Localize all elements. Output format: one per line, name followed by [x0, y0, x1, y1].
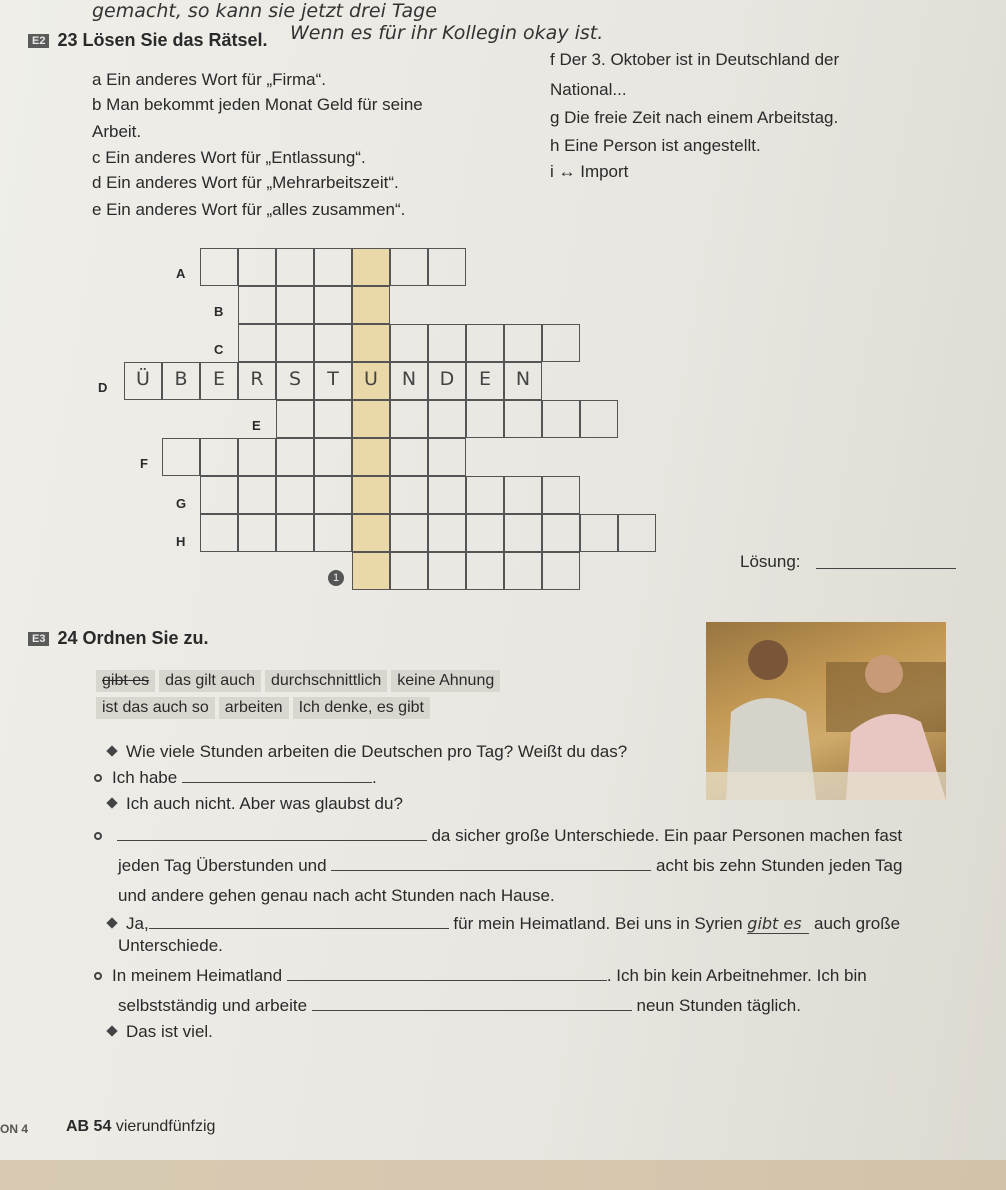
loesung-answer-line[interactable]	[816, 568, 956, 569]
handwritten-note-line2: Wenn es für ihr Kollegin okay ist.	[290, 22, 604, 44]
crossword-cell[interactable]	[466, 476, 504, 514]
crossword-cell[interactable]	[276, 438, 314, 476]
crossword-cell[interactable]	[238, 514, 276, 552]
crossword-cell[interactable]	[428, 248, 466, 286]
crossword-cell[interactable]	[428, 324, 466, 362]
crossword-cell[interactable]	[314, 476, 352, 514]
crossword-cell[interactable]	[466, 552, 504, 590]
dialogue-line-8: Unterschiede.	[118, 936, 223, 955]
crossword-cell[interactable]	[352, 438, 390, 476]
clue-f: f Der 3. Oktober ist in Deutschland der	[550, 50, 840, 69]
speaker-b-marker	[94, 972, 102, 980]
word-das-gilt-auch: das gilt auch	[159, 670, 261, 692]
crossword-cell[interactable]	[238, 248, 276, 286]
crossword-cell[interactable]	[390, 438, 428, 476]
speaker-b-marker	[94, 774, 102, 782]
crossword-cell[interactable]	[390, 324, 428, 362]
clue-h: h Eine Person ist angestellt.	[550, 136, 761, 155]
crossword-cell[interactable]	[352, 400, 390, 438]
crossword-cell[interactable]	[238, 286, 276, 324]
dialogue-line-1: Wie viele Stunden arbeiten die Deutschen pro Tag? Weißt du das?	[108, 742, 627, 762]
crossword-cell[interactable]	[238, 438, 276, 476]
clue-i: i ↔ Import	[550, 162, 629, 181]
crossword-cell[interactable]	[162, 438, 200, 476]
word-box-row-1	[96, 670, 504, 692]
crossword-cell[interactable]	[428, 476, 466, 514]
crossword-cell[interactable]	[542, 476, 580, 514]
crossword-cell[interactable]	[390, 552, 428, 590]
gap-7[interactable]	[312, 1010, 632, 1011]
word-ist-das-auch-so: ist das auch so	[96, 697, 215, 719]
word-ich-denke: Ich denke, es gibt	[293, 697, 430, 719]
clue-b: b Man bekommt jeden Monat Geld für seine	[92, 95, 423, 114]
word-gibt-es: gibt es	[96, 670, 155, 692]
clue-e: e Ein anderes Wort für „alles zusammen“.	[92, 200, 406, 219]
clue-b-cont: Arbeit.	[92, 122, 142, 141]
speaker-a-marker	[106, 917, 117, 928]
crossword-cell[interactable]	[504, 324, 542, 362]
loesung-label: Lösung:	[740, 552, 801, 571]
crossword-cell[interactable]	[428, 438, 466, 476]
clue-d: d Ein anderes Wort für „Mehrarbeitszeit“.	[92, 173, 399, 192]
exercise-23-badge: E2	[28, 34, 49, 48]
gap-4[interactable]	[149, 928, 449, 929]
row-label-a: A	[176, 266, 186, 281]
crossword-letter: N	[515, 368, 531, 390]
crossword-cell[interactable]	[618, 514, 656, 552]
row-label-g: G	[176, 496, 187, 511]
crossword-cell[interactable]	[542, 324, 580, 362]
crossword-cell[interactable]	[276, 400, 314, 438]
crossword-cell[interactable]	[352, 514, 390, 552]
gap-2[interactable]	[117, 840, 427, 841]
crossword-cell[interactable]	[314, 324, 352, 362]
crossword-cell[interactable]	[390, 248, 428, 286]
clue-f-cont: National...	[550, 80, 627, 99]
photo-illustration	[706, 622, 946, 800]
crossword-letter: Ü	[136, 368, 150, 390]
crossword-cell[interactable]	[390, 476, 428, 514]
word-keine-ahnung: keine Ahnung	[391, 670, 500, 692]
crossword-cell[interactable]	[580, 400, 618, 438]
crossword-cell[interactable]	[580, 514, 618, 552]
dialogue-line-2: Ich habe .	[94, 768, 377, 788]
crossword-cell[interactable]	[276, 476, 314, 514]
crossword-cell[interactable]	[200, 438, 238, 476]
crossword-letter: E	[212, 368, 225, 390]
clue-g: g Die freie Zeit nach einem Arbeitstag.	[550, 108, 839, 127]
dialogue-line-4: da sicher große Unterschiede. Ein paar Personen machen fast	[94, 826, 902, 846]
crossword-cell[interactable]	[200, 514, 238, 552]
crossword-cell[interactable]	[542, 400, 580, 438]
crossword-cell[interactable]	[200, 476, 238, 514]
crossword-cell[interactable]	[542, 552, 580, 590]
crossword-cell[interactable]	[352, 324, 390, 362]
crossword-cell[interactable]	[276, 248, 314, 286]
crossword-cell[interactable]	[352, 248, 390, 286]
crossword-cell[interactable]	[314, 400, 352, 438]
clue-a: a Ein anderes Wort für „Firma“.	[92, 70, 326, 89]
crossword-letter: E	[478, 368, 491, 390]
crossword-cell[interactable]	[276, 324, 314, 362]
crossword-cell[interactable]	[466, 400, 504, 438]
crossword-cell[interactable]	[466, 514, 504, 552]
crossword-cell[interactable]	[276, 286, 314, 324]
photo-two-men-talking	[706, 622, 946, 800]
dialogue-line-7: Ja, für mein Heimatland. Bei uns in Syrien gibt es auch große	[108, 914, 900, 934]
exercise-24-heading	[28, 628, 209, 649]
desk-edge	[0, 1160, 1006, 1190]
crossword-letter: S	[288, 368, 302, 390]
word-arbeiten: arbeiten	[219, 697, 289, 719]
crossword-cell[interactable]	[428, 514, 466, 552]
row-label-e: E	[252, 418, 261, 433]
gap-5-filled[interactable]: gibt es	[747, 914, 809, 934]
crossword-cell[interactable]	[504, 514, 542, 552]
crossword-letter: R	[250, 368, 264, 390]
row-label-h: H	[176, 534, 186, 549]
clue-c: c Ein anderes Wort für „Entlassung“.	[92, 148, 366, 167]
crossword-cell[interactable]	[542, 514, 580, 552]
crossword-cell[interactable]	[314, 514, 352, 552]
crossword-cell[interactable]	[504, 552, 542, 590]
exercise-24-badge: E3	[28, 632, 49, 646]
crossword-cell[interactable]	[466, 324, 504, 362]
crossword-cell[interactable]	[276, 514, 314, 552]
footer-left: ON 4	[0, 1122, 29, 1136]
solution-circle: 1	[328, 570, 344, 586]
crossword-cell[interactable]	[352, 286, 390, 324]
crossword-letter: U	[364, 368, 378, 390]
gap-3[interactable]	[331, 870, 651, 871]
speaker-a-marker	[106, 1025, 117, 1036]
crossword-letter: T	[327, 368, 339, 390]
gap-1[interactable]	[182, 782, 372, 783]
speaker-a-marker	[106, 797, 117, 808]
word-box-row-2	[96, 697, 434, 719]
exercise-24-title: 24 Ordnen Sie zu.	[57, 628, 209, 648]
crossword-cell[interactable]	[428, 400, 466, 438]
speaker-b-marker	[94, 832, 102, 840]
crossword-cell[interactable]	[390, 400, 428, 438]
word-durchschnittlich: durchschnittlich	[265, 670, 387, 692]
crossword-cell[interactable]	[390, 514, 428, 552]
footer-page: AB 54 vierundfünfzig	[66, 1118, 216, 1135]
crossword-cell[interactable]	[238, 476, 276, 514]
row-label-c: C	[214, 342, 224, 357]
exercise-23-title: 23 Lösen Sie das Rätsel.	[57, 30, 268, 50]
gap-6[interactable]	[287, 980, 607, 981]
crossword-cell[interactable]	[352, 552, 390, 590]
row-label-b: B	[214, 304, 224, 319]
dialogue-line-5: jeden Tag Überstunden und acht bis zehn Stunden jeden Tag	[118, 856, 903, 875]
speaker-a-marker	[106, 745, 117, 756]
crossword-cell[interactable]	[238, 324, 276, 362]
crossword-cell[interactable]	[352, 476, 390, 514]
dialogue-line-6: und andere gehen genau nach acht Stunden nach Hause.	[118, 886, 555, 905]
crossword-cell[interactable]	[200, 248, 238, 286]
crossword-cell[interactable]	[314, 286, 352, 324]
crossword-cell[interactable]	[314, 248, 352, 286]
row-label-d: D	[98, 380, 108, 395]
dialogue-line-9: In meinem Heimatland . Ich bin kein Arbeitnehmer. Ich bin	[94, 966, 867, 986]
dialogue-line-3: Ich auch nicht. Aber was glaubst du?	[108, 794, 403, 814]
crossword-letter: B	[174, 368, 188, 390]
crossword-cell[interactable]	[504, 400, 542, 438]
crossword-letter: N	[401, 368, 417, 390]
dialogue-line-10: selbstständig und arbeite neun Stunden täglich.	[118, 996, 801, 1015]
handwritten-note-top: gemacht, so kann sie jetzt drei Tage	[92, 0, 437, 22]
crossword-letter: D	[439, 368, 455, 390]
row-label-f: F	[140, 456, 148, 471]
dialogue-line-11: Das ist viel.	[108, 1022, 213, 1042]
crossword-cell[interactable]	[314, 438, 352, 476]
crossword-cell[interactable]	[504, 476, 542, 514]
crossword-cell[interactable]	[428, 552, 466, 590]
